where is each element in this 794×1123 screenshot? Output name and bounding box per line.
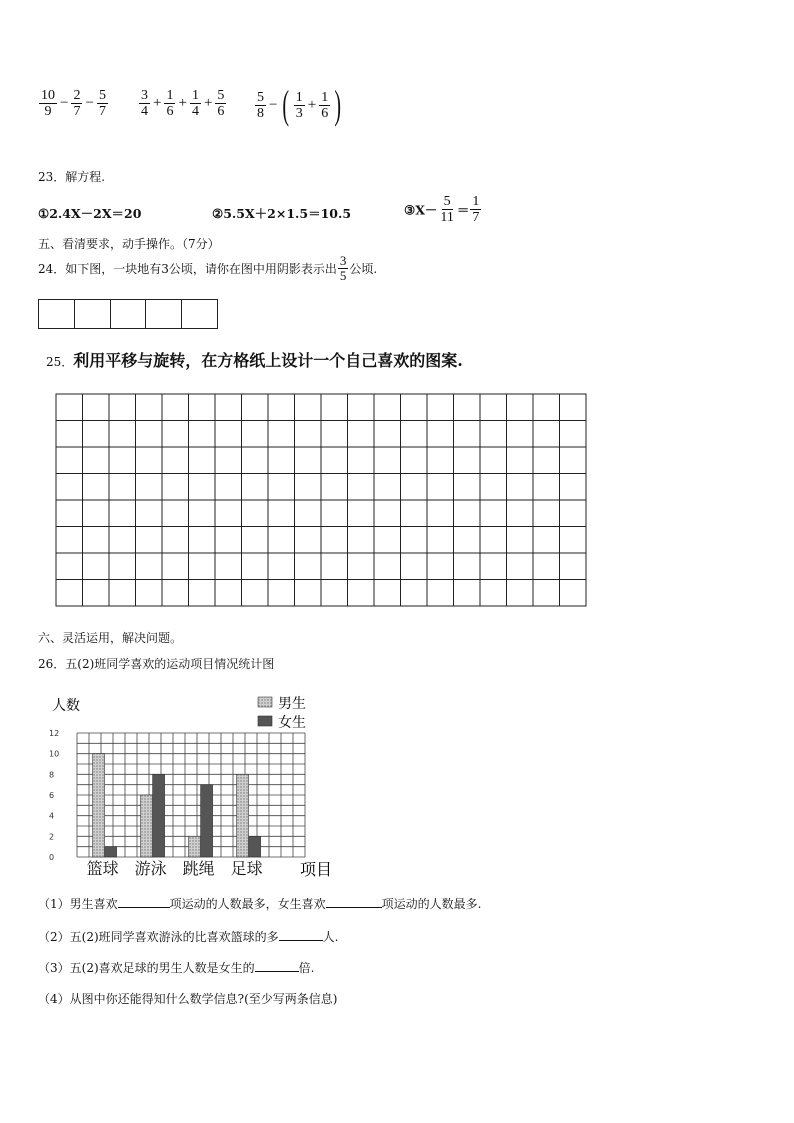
legend-label-boys: 男生 [278, 696, 306, 712]
grid-cell[interactable] [83, 447, 110, 474]
grid-cell[interactable] [295, 553, 322, 580]
grid-cell[interactable] [348, 394, 375, 421]
grid-cell[interactable] [401, 447, 428, 474]
grid-cell[interactable] [189, 447, 216, 474]
y-tick-label: 8 [49, 770, 55, 780]
grid-cell[interactable] [215, 447, 242, 474]
x-tick-label: 足球 [230, 859, 263, 878]
grid-cell[interactable] [480, 394, 507, 421]
q26-question-4: （4）从图中你还能得知什么数学信息?(至少写两条信息) [38, 992, 338, 1006]
grid-cell[interactable] [189, 553, 216, 580]
design-grid[interactable] [55, 393, 587, 607]
bar-boys [237, 774, 249, 857]
grid-cell[interactable] [533, 580, 560, 607]
grid-cell[interactable] [454, 394, 481, 421]
grid-cell[interactable] [401, 474, 428, 501]
grid-cell[interactable] [560, 580, 587, 607]
grid-cell[interactable] [83, 500, 110, 527]
grid-cell[interactable] [321, 580, 348, 607]
grid-cell[interactable] [109, 421, 136, 448]
q26-title: 26．五(2)班同学喜欢的运动项目情况统计图 [38, 657, 275, 671]
q26-question-2: （2）五(2)班同学喜欢游泳的比喜欢篮球的多 人. [38, 930, 339, 944]
grid-cell[interactable] [321, 421, 348, 448]
grid-cell[interactable] [454, 553, 481, 580]
grid-cell[interactable] [401, 580, 428, 607]
bar-girls [153, 774, 165, 857]
answer-blank-3[interactable] [255, 971, 299, 972]
grid-cell[interactable] [83, 394, 110, 421]
grid-cell[interactable] [401, 500, 428, 527]
grid-cell[interactable] [189, 474, 216, 501]
y-tick-label: 4 [49, 811, 55, 821]
grid-cell[interactable] [215, 500, 242, 527]
grid-cell[interactable] [56, 580, 83, 607]
grid-cell[interactable] [109, 580, 136, 607]
grid-cell[interactable] [268, 474, 295, 501]
legend-swatch-boys [258, 697, 272, 707]
grid-cell[interactable] [109, 500, 136, 527]
grid-cell[interactable] [295, 447, 322, 474]
grid-cell[interactable] [507, 394, 534, 421]
grid-cell[interactable] [162, 447, 189, 474]
x-tick-label: 跳绳 [182, 859, 215, 878]
grid-cell[interactable] [427, 447, 454, 474]
grid-cell[interactable] [533, 447, 560, 474]
grid-cell[interactable] [427, 527, 454, 554]
grid-cell[interactable] [427, 394, 454, 421]
y-tick-label: 6 [49, 791, 55, 800]
grid-cell[interactable] [268, 527, 295, 554]
grid-cell[interactable] [162, 394, 189, 421]
q26-question-1: （1）男生喜欢 项运动的人数最多，女生喜欢 项运动的人数最多. [38, 897, 482, 911]
grid-cell[interactable] [215, 527, 242, 554]
y-tick-label: 0 [49, 853, 55, 862]
grid-cell[interactable] [83, 421, 110, 448]
grid-cell[interactable] [136, 421, 163, 448]
grid-cell[interactable] [136, 474, 163, 501]
grid-cell[interactable] [507, 500, 534, 527]
grid-cell[interactable] [401, 394, 428, 421]
grid-cell[interactable] [348, 421, 375, 448]
grid-cell[interactable] [242, 500, 269, 527]
grid-cell[interactable] [374, 421, 401, 448]
grid-cell[interactable] [374, 527, 401, 554]
grid-cell[interactable] [480, 500, 507, 527]
grid-cell[interactable] [56, 553, 83, 580]
grid-cell[interactable] [507, 553, 534, 580]
grid-cell[interactable] [454, 447, 481, 474]
grid-cell[interactable] [454, 421, 481, 448]
grid-cell[interactable] [560, 527, 587, 554]
grid-cell[interactable] [295, 474, 322, 501]
grid-cell[interactable] [295, 500, 322, 527]
grid-cell[interactable] [242, 580, 269, 607]
grid-cell[interactable] [215, 474, 242, 501]
y-tick-label: 10 [49, 749, 60, 759]
grid-cell[interactable] [162, 527, 189, 554]
chart-legend [258, 695, 306, 731]
grid-cell[interactable] [374, 580, 401, 607]
answer-blank-1b[interactable] [326, 907, 382, 908]
grid-cell[interactable] [83, 527, 110, 554]
bar-girls [249, 836, 261, 857]
expression-3: $\frac{5}{8}$ − ( $\frac{1}{3}$ + $\frac{1}{6}$ ) [257, 82, 342, 127]
grid-cell[interactable] [215, 394, 242, 421]
grid-cell[interactable] [215, 580, 242, 607]
grid-cell[interactable] [268, 580, 295, 607]
grid-cell[interactable] [189, 580, 216, 607]
grid-cell[interactable] [401, 553, 428, 580]
answer-blank-2[interactable] [279, 940, 323, 941]
section-5-heading: 五、看清要求，动手操作。（7分） [38, 237, 220, 251]
grid-cell[interactable] [295, 394, 322, 421]
grid-cell[interactable] [560, 421, 587, 448]
grid-cell[interactable] [189, 421, 216, 448]
grid-cell[interactable] [242, 474, 269, 501]
grid-cell[interactable] [295, 527, 322, 554]
grid-cell[interactable] [83, 553, 110, 580]
grid-cell[interactable] [480, 474, 507, 501]
grid-cell[interactable] [56, 447, 83, 474]
bar-boys [189, 836, 201, 857]
grid-cell[interactable] [136, 500, 163, 527]
grid-cell[interactable] [533, 527, 560, 554]
grid-cell[interactable] [136, 394, 163, 421]
y-tick-label: 12 [49, 729, 60, 738]
grid-cell[interactable] [560, 500, 587, 527]
grid-cell[interactable] [427, 500, 454, 527]
grid-cell[interactable] [242, 527, 269, 554]
grid-cell[interactable] [321, 500, 348, 527]
grid-cell[interactable] [109, 394, 136, 421]
q23-eq2: ②5.5X＋2×1.5＝10.5 [212, 206, 352, 221]
grid-cell[interactable] [268, 447, 295, 474]
grid-cell[interactable] [348, 500, 375, 527]
grid-cell[interactable] [480, 580, 507, 607]
grid-cell[interactable] [427, 474, 454, 501]
grid-cell[interactable] [427, 580, 454, 607]
grid-cell[interactable] [83, 474, 110, 501]
grid-cell[interactable] [321, 553, 348, 580]
grid-cell[interactable] [56, 500, 83, 527]
q26-question-3: （3）五(2)喜欢足球的男生人数是女生的 倍. [38, 961, 315, 975]
grid-cell[interactable] [348, 580, 375, 607]
chart-ylabel: 人数 [52, 698, 80, 714]
x-tick-label: 游泳 [134, 859, 167, 878]
grid-cell[interactable] [321, 527, 348, 554]
grid-cell[interactable] [507, 527, 534, 554]
grid-cell[interactable] [560, 553, 587, 580]
grid-cell[interactable] [56, 421, 83, 448]
grid-cell[interactable] [136, 527, 163, 554]
grid-cell[interactable] [454, 500, 481, 527]
expression-1: $\frac{10}{9}$ − $\frac{2}{7}$ − $\frac{5}{7}$ [41, 88, 106, 119]
answer-blank-1a[interactable] [118, 907, 170, 908]
grid-cell[interactable] [189, 500, 216, 527]
grid-cell[interactable] [374, 447, 401, 474]
grid-cell[interactable] [533, 394, 560, 421]
q23-eq3: ③X－ $\frac{5}{11}$ ＝ $\frac{1}{7}$ [404, 194, 480, 225]
grid-cell[interactable] [401, 421, 428, 448]
grid-cell[interactable] [162, 421, 189, 448]
grid-cell[interactable] [189, 527, 216, 554]
grid-cell[interactable] [374, 394, 401, 421]
grid-cell[interactable] [533, 474, 560, 501]
grid-cell[interactable] [480, 527, 507, 554]
grid-cell[interactable] [215, 553, 242, 580]
grid-cell[interactable] [136, 447, 163, 474]
grid-cell[interactable] [454, 474, 481, 501]
grid-cell[interactable] [268, 421, 295, 448]
grid-cell[interactable] [56, 474, 83, 501]
grid-cell[interactable] [454, 527, 481, 554]
grid-cell[interactable] [348, 527, 375, 554]
grid-cell[interactable] [560, 474, 587, 501]
grid-cell[interactable] [427, 553, 454, 580]
grid-cell[interactable] [401, 527, 428, 554]
grid-cell[interactable] [560, 447, 587, 474]
grid-cell[interactable] [507, 421, 534, 448]
grid-cell[interactable] [374, 553, 401, 580]
grid-cell[interactable] [242, 421, 269, 448]
grid-cell[interactable] [215, 421, 242, 448]
grid-cell[interactable] [533, 421, 560, 448]
grid-cell[interactable] [162, 553, 189, 580]
grid-cell[interactable] [454, 580, 481, 607]
grid-cell[interactable] [56, 527, 83, 554]
grid-cell[interactable] [533, 553, 560, 580]
grid-cell[interactable] [83, 580, 110, 607]
bar-boys [141, 795, 153, 857]
bar-girls [105, 847, 117, 857]
grid-cell[interactable] [480, 447, 507, 474]
grid-cell[interactable] [321, 447, 348, 474]
grid-cell[interactable] [109, 553, 136, 580]
grid-cell[interactable] [321, 474, 348, 501]
grid-cell[interactable] [295, 580, 322, 607]
grid-cell[interactable] [242, 447, 269, 474]
legend-swatch-girls [258, 716, 272, 726]
grid-cell[interactable] [162, 580, 189, 607]
grid-cell[interactable] [480, 421, 507, 448]
grid-cell[interactable] [560, 394, 587, 421]
grid-cell[interactable] [480, 553, 507, 580]
grid-cell[interactable] [162, 500, 189, 527]
grid-cell[interactable] [295, 421, 322, 448]
legend-label-girls: 女生 [278, 715, 306, 731]
grid-cell[interactable] [109, 474, 136, 501]
grid-cell[interactable] [348, 474, 375, 501]
grid-cell[interactable] [109, 527, 136, 554]
chart-xlabel: 项目 [300, 860, 333, 879]
grid-cell[interactable] [507, 580, 534, 607]
grid-cell[interactable] [427, 421, 454, 448]
grid-cell[interactable] [109, 447, 136, 474]
grid-cell[interactable] [321, 394, 348, 421]
expression-2: $\frac{3}{4}$ + $\frac{1}{6}$ + $\frac{1}{4}$ + $\frac{5}{6}$ [141, 88, 225, 119]
grid-cell[interactable] [348, 447, 375, 474]
q24-text: 24．如下图，一块地有3公顷，请你在图中用阴影表示出 $\frac{3}{5}$ 公顷. [38, 253, 378, 283]
grid-cell[interactable] [136, 580, 163, 607]
section-6-heading: 六、灵活运用，解决问题。 [38, 631, 183, 645]
y-tick-label: 2 [49, 832, 55, 842]
grid-cell[interactable] [189, 394, 216, 421]
grid-cell[interactable] [242, 553, 269, 580]
q24-land-strip[interactable] [38, 299, 218, 329]
q23-title: 23．解方程. [38, 170, 106, 184]
x-tick-label: 篮球 [86, 859, 119, 878]
grid-cell[interactable] [348, 553, 375, 580]
grid-cell[interactable] [242, 394, 269, 421]
grid-cell[interactable] [136, 553, 163, 580]
grid-cell[interactable] [268, 500, 295, 527]
grid-cell[interactable] [507, 447, 534, 474]
grid-cell[interactable] [374, 474, 401, 501]
grid-cell[interactable] [162, 474, 189, 501]
bar-boys [93, 754, 105, 857]
grid-cell[interactable] [56, 394, 83, 421]
q25-text: 25．利用平移与旋转，在方格纸上设计一个自己喜欢的图案. [46, 351, 463, 370]
grid-cell[interactable] [533, 500, 560, 527]
grid-cell[interactable] [507, 474, 534, 501]
sports-bar-chart [30, 690, 340, 880]
grid-cell[interactable] [268, 553, 295, 580]
grid-cell[interactable] [374, 500, 401, 527]
bar-girls [201, 785, 213, 857]
q23-eq1: ①2.4X－2X＝20 [38, 206, 142, 221]
grid-cell[interactable] [268, 394, 295, 421]
